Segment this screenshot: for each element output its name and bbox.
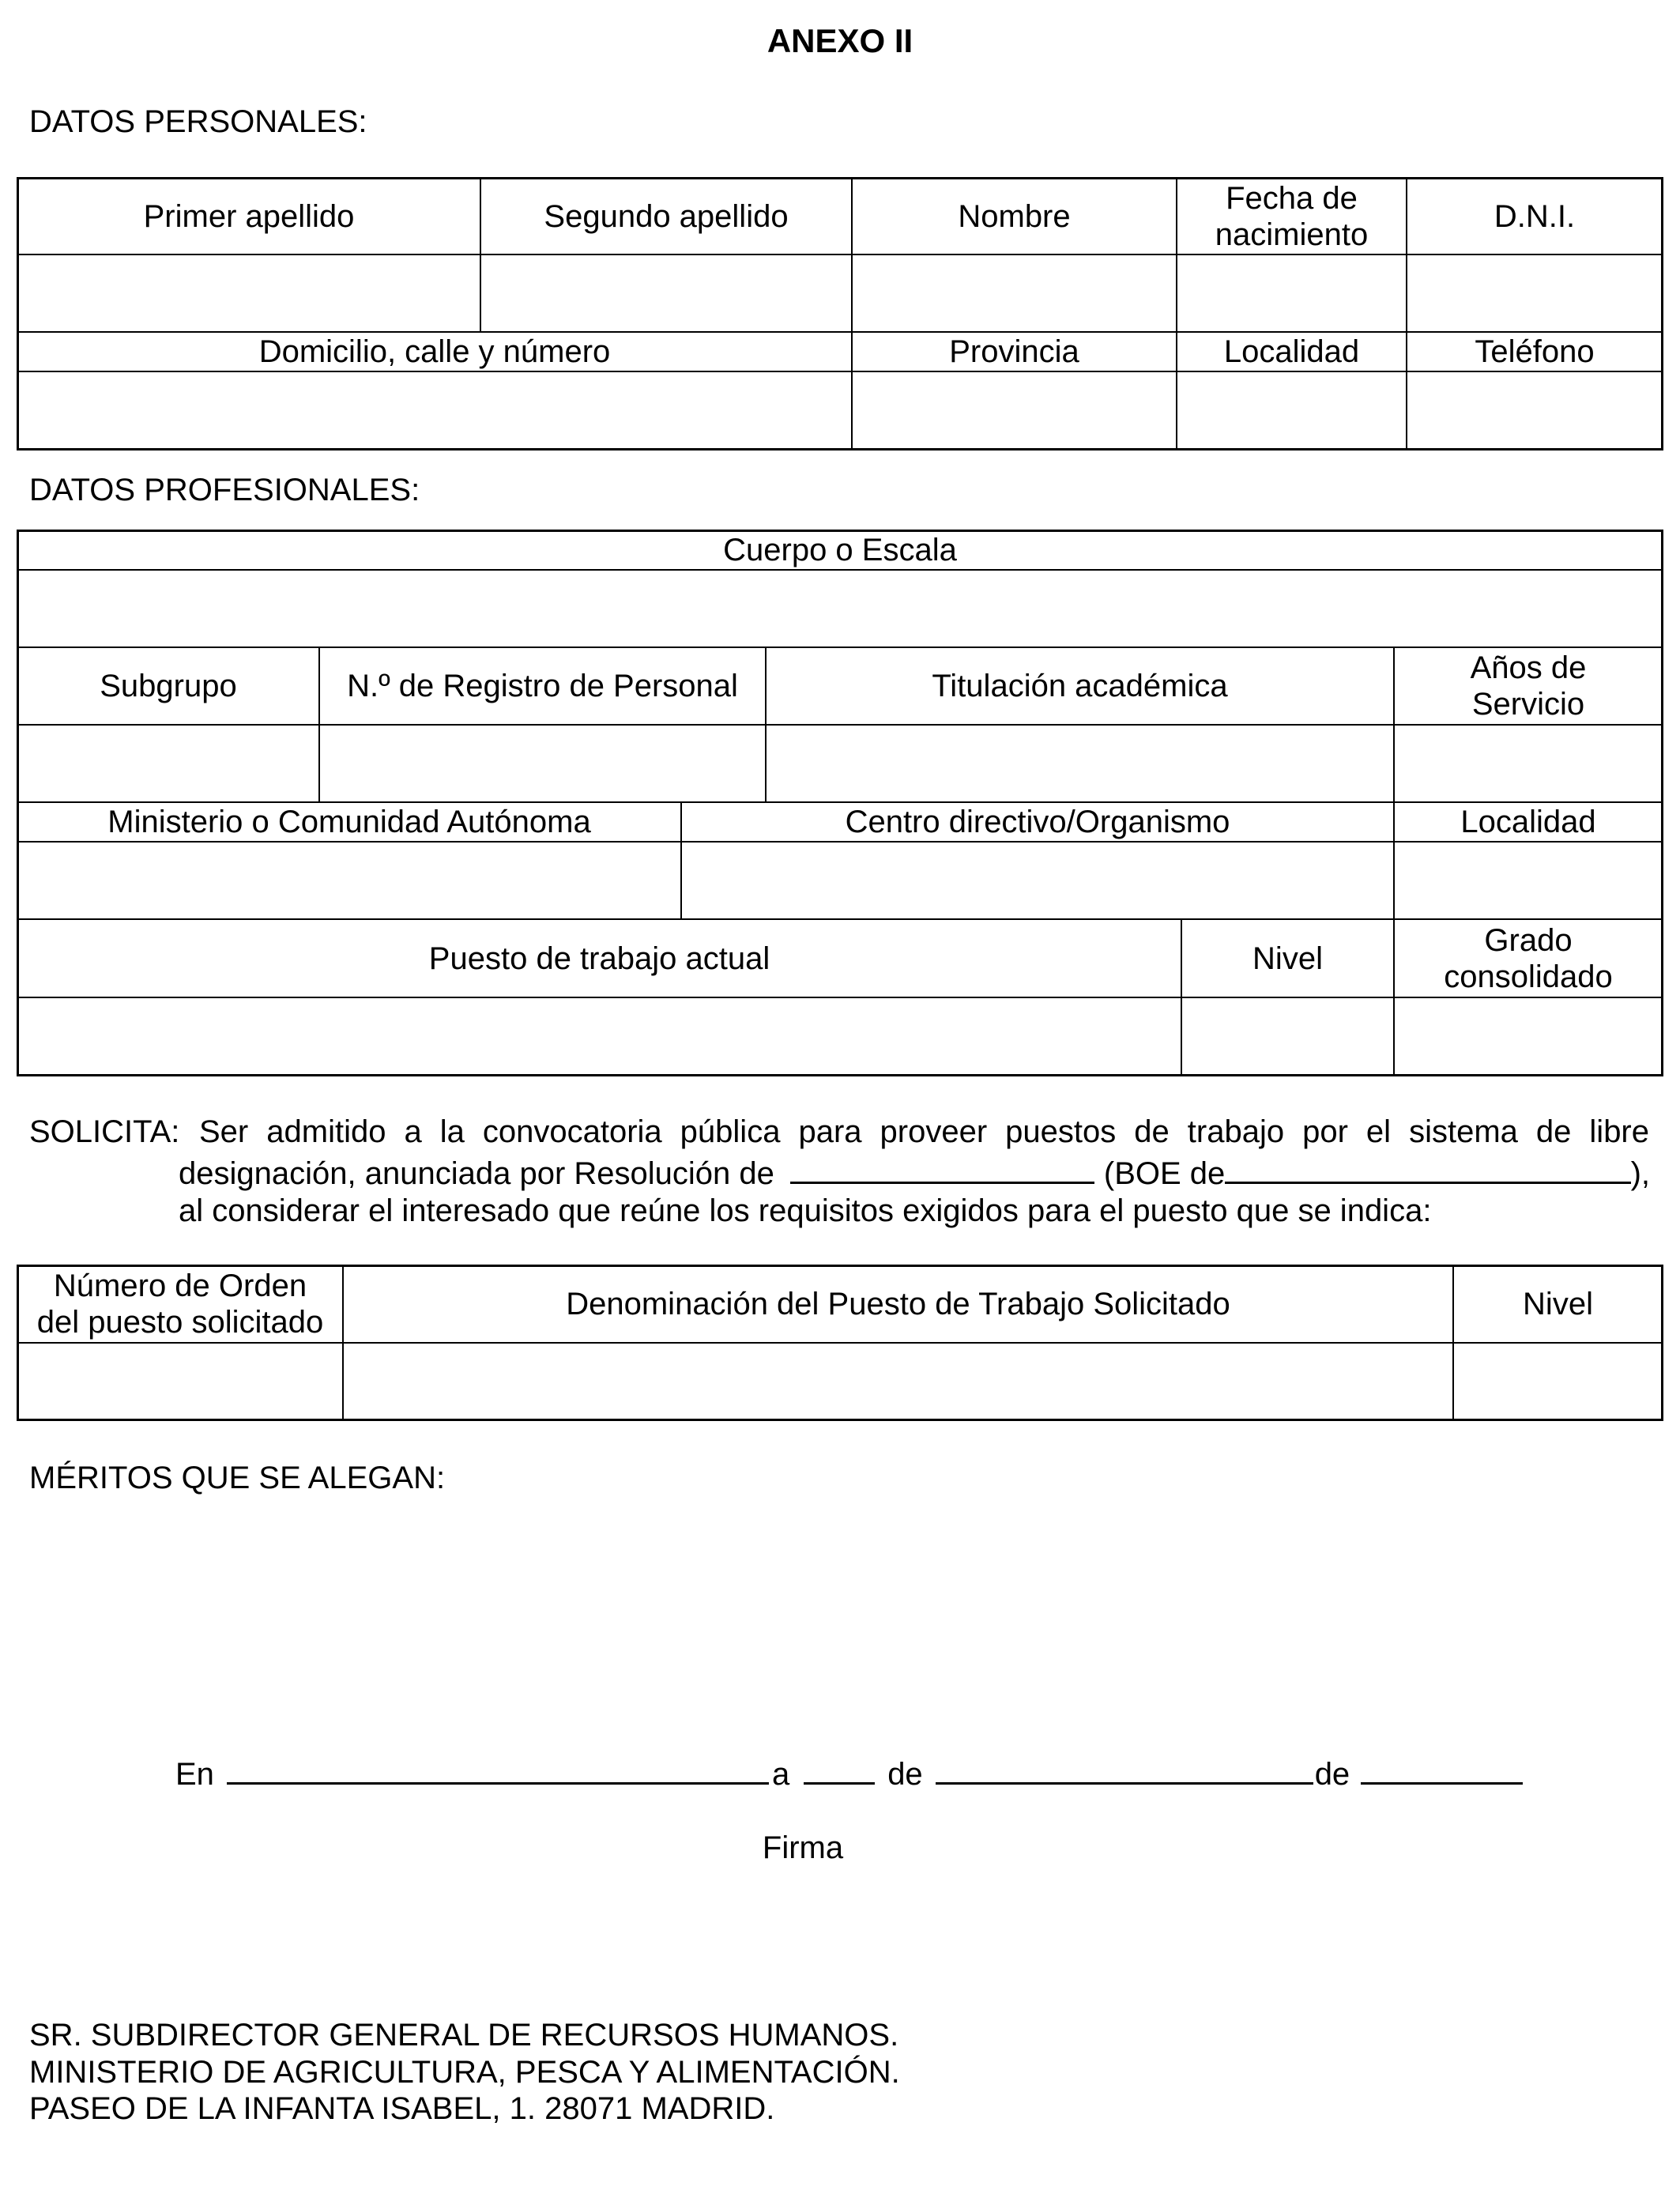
solicita-line2-b: (BOE de	[1103, 1156, 1226, 1191]
anos-servicio-field[interactable]	[1393, 724, 1663, 803]
cuerpo-escala-field[interactable]	[17, 569, 1663, 648]
domicilio-field[interactable]	[17, 371, 853, 450]
dni-field[interactable]	[1406, 254, 1663, 333]
puesto-actual-field[interactable]	[17, 997, 1182, 1076]
telefono-header: Teléfono	[1406, 331, 1663, 372]
ministerio-header: Ministerio o Comunidad Autónoma	[17, 801, 682, 843]
nombre-header: Nombre	[851, 177, 1177, 255]
numero-orden-line1: Número de Orden	[53, 1269, 307, 1303]
fecha-nacimiento-field[interactable]	[1176, 254, 1407, 333]
nivel-field[interactable]	[1181, 997, 1395, 1076]
domicilio-header: Domicilio, calle y número	[17, 331, 853, 372]
professional-data-heading: DATOS PROFESIONALES:	[29, 473, 420, 507]
personal-data-heading: DATOS PERSONALES:	[29, 104, 367, 139]
primer-apellido-field[interactable]	[17, 254, 481, 333]
subgrupo-header: Subgrupo	[17, 647, 320, 726]
registro-personal-field[interactable]	[318, 724, 767, 803]
provincia-header: Provincia	[851, 331, 1177, 372]
segundo-apellido-header: Segundo apellido	[480, 177, 853, 255]
cuerpo-escala-header: Cuerpo o Escala	[17, 530, 1663, 571]
date-line	[175, 1752, 1523, 1794]
centro-directivo-field[interactable]	[680, 841, 1395, 920]
date-a-label: a	[771, 1757, 790, 1792]
anos-servicio-line2: Servicio	[1471, 687, 1585, 722]
titulacion-field[interactable]	[765, 724, 1395, 803]
recipient-line2: MINISTERIO DE AGRICULTURA, PESCA Y ALIMENTACIÓN.	[29, 2055, 900, 2090]
numero-orden-header	[17, 1265, 344, 1344]
solicita-line3: al considerar el interesado que reúne los requisitos exigidos para el puesto que se indica:	[179, 1193, 1432, 1228]
localidad-header: Localidad	[1176, 331, 1407, 372]
fecha-nacimiento-line1: Fecha de	[1226, 180, 1358, 216]
provincia-field[interactable]	[851, 371, 1177, 450]
solicita-line2-a: designación, anunciada por Resolución de	[179, 1156, 774, 1191]
fecha-nacimiento-line2: nacimiento	[1215, 217, 1369, 252]
date-de2-label: de	[1314, 1757, 1350, 1792]
nivel-header: Nivel	[1181, 918, 1395, 998]
boe-blank[interactable]	[1225, 1152, 1630, 1184]
day-blank[interactable]	[804, 1752, 875, 1785]
localidad-prof-header: Localidad	[1393, 801, 1663, 843]
puesto-actual-header: Puesto de trabajo actual	[17, 918, 1182, 998]
localidad-field[interactable]	[1176, 371, 1407, 450]
date-de1-label: de	[887, 1757, 923, 1792]
date-en-label: En	[175, 1757, 214, 1792]
centro-directivo-header: Centro directivo/Organismo	[680, 801, 1395, 843]
denominacion-field[interactable]	[342, 1342, 1454, 1421]
telefono-field[interactable]	[1406, 371, 1663, 450]
document-title: ANEXO II	[767, 22, 913, 59]
recipient-line3: PASEO DE LA INFANTA ISABEL, 1. 28071 MADRID.	[29, 2091, 775, 2126]
nivel-solicitado-field[interactable]	[1452, 1342, 1663, 1421]
localidad-prof-field[interactable]	[1393, 841, 1663, 920]
nivel-solicitado-header: Nivel	[1452, 1265, 1663, 1344]
firma-label: Firma	[762, 1830, 844, 1865]
place-blank[interactable]	[227, 1752, 769, 1785]
resolucion-blank[interactable]	[790, 1152, 1094, 1184]
solicita-line2-c: ),	[1630, 1156, 1650, 1191]
grado-line1: Grado	[1484, 922, 1573, 958]
numero-orden-line2: del puesto solicitado	[36, 1305, 324, 1340]
solicita-line1: Ser admitido a la convocatoria pública para proveer puestos de trabajo por el sistema de libre	[199, 1114, 1649, 1149]
anos-servicio-header	[1393, 647, 1663, 726]
denominacion-header: Denominación del Puesto de Trabajo Solicitado	[342, 1265, 1454, 1344]
signature-area[interactable]	[616, 1881, 988, 2000]
ministerio-field[interactable]	[17, 841, 682, 920]
titulacion-header: Titulación académica	[765, 647, 1395, 726]
grado-consolidado-field[interactable]	[1393, 997, 1663, 1076]
meritos-heading: MÉRITOS QUE SE ALEGAN:	[29, 1461, 446, 1495]
anos-servicio-line1: Años de	[1470, 650, 1587, 685]
fecha-nacimiento-header	[1176, 177, 1407, 255]
dni-header: D.N.I.	[1406, 177, 1663, 255]
registro-personal-header: N.º de Registro de Personal	[318, 647, 767, 726]
segundo-apellido-field[interactable]	[480, 254, 853, 333]
nombre-field[interactable]	[851, 254, 1177, 333]
solicita-line2	[179, 1152, 1650, 1193]
numero-orden-field[interactable]	[17, 1342, 344, 1421]
grado-line2: consolidado	[1444, 959, 1613, 994]
solicita-label: SOLICITA:	[29, 1114, 180, 1149]
month-blank[interactable]	[936, 1752, 1313, 1785]
recipient-line1: SR. SUBDIRECTOR GENERAL DE RECURSOS HUMANOS.	[29, 2018, 899, 2053]
grado-consolidado-header	[1393, 918, 1663, 998]
subgrupo-field[interactable]	[17, 724, 320, 803]
year-blank[interactable]	[1361, 1752, 1523, 1785]
primer-apellido-header: Primer apellido	[17, 177, 481, 255]
